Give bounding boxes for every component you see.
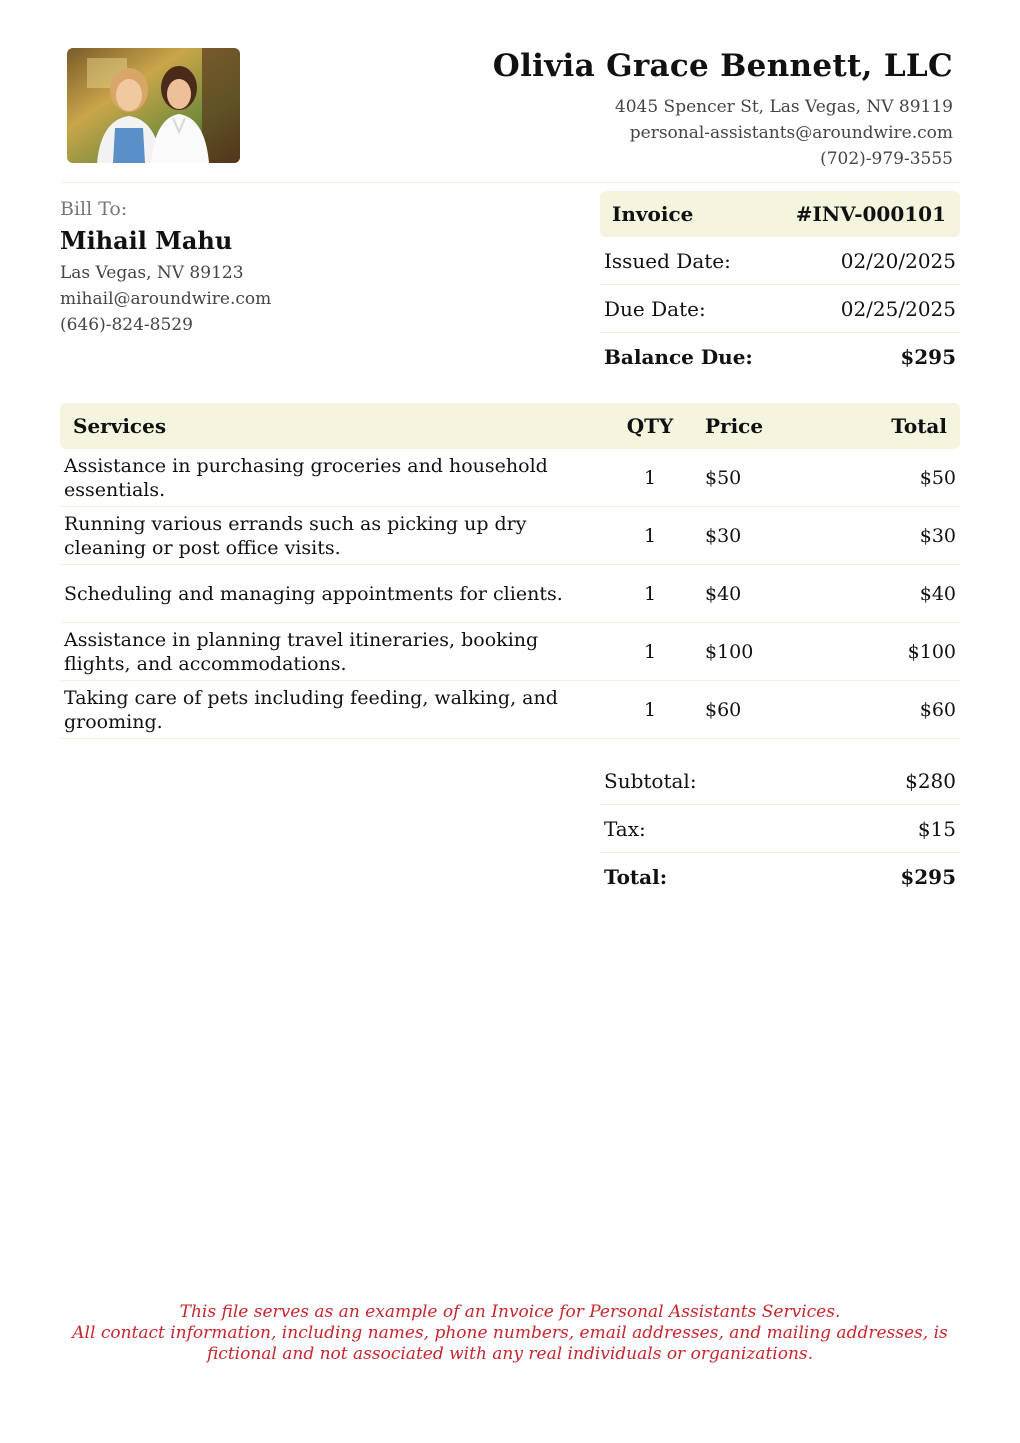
service-description: Running various errands such as picking up dry cleaning or post office visits. xyxy=(64,512,527,559)
service-price: $60 xyxy=(705,698,742,721)
due-date-value: 02/25/2025 xyxy=(840,296,956,321)
service-description: Assistance in planning travel itineraries, booking flights, and accommodations. xyxy=(64,628,539,675)
service-price: $40 xyxy=(705,582,742,605)
tax-label: Tax: xyxy=(604,816,646,841)
tax-row xyxy=(600,805,960,853)
services-table xyxy=(60,403,960,739)
balance-due-label: Balance Due: xyxy=(604,344,753,369)
disclaimer-line-3: fictional and not associated with any real individuals or organizations. xyxy=(206,1344,814,1364)
invoice-label: Invoice xyxy=(612,202,694,226)
total-value: $295 xyxy=(900,864,956,889)
table-row xyxy=(60,449,960,507)
service-description: Assistance in purchasing groceries and household essentials. xyxy=(64,454,548,501)
client-address: Las Vegas, NV 89123 xyxy=(60,263,244,283)
service-qty: 1 xyxy=(643,466,657,489)
company-name: Olivia Grace Bennett, LLC xyxy=(492,48,953,84)
header-price: Price xyxy=(705,414,764,438)
service-qty: 1 xyxy=(643,524,657,547)
total-label: Total: xyxy=(604,864,668,889)
disclaimer-line-2: All contact information, including names, phone numbers, email addresses, and mailing addresses, is xyxy=(72,1323,948,1343)
client-email: mihail@aroundwire.com xyxy=(60,289,272,309)
subtotal-value: $280 xyxy=(905,768,956,793)
service-price: $30 xyxy=(705,524,742,547)
service-total: $100 xyxy=(907,640,956,663)
client-name: Mihail Mahu xyxy=(60,226,233,255)
bill-to-section xyxy=(60,196,460,338)
header-services: Services xyxy=(73,414,167,438)
totals-section xyxy=(600,757,960,900)
invoice-page xyxy=(60,40,960,1400)
service-total: $50 xyxy=(919,466,956,489)
service-total: $30 xyxy=(919,524,956,547)
subtotal-row xyxy=(600,757,960,805)
invoice-number-header xyxy=(600,191,960,237)
due-date-row xyxy=(600,285,960,333)
client-phone: (646)-824-8529 xyxy=(60,315,193,335)
table-row xyxy=(60,565,960,623)
disclaimer-footer xyxy=(0,1302,1020,1365)
header-total: Total xyxy=(891,414,947,438)
company-phone: (702)-979-3555 xyxy=(820,149,953,169)
due-date-label: Due Date: xyxy=(604,296,706,321)
balance-due-row xyxy=(600,333,960,380)
header-qty: QTY xyxy=(626,414,674,438)
service-price: $100 xyxy=(705,640,754,663)
issued-date-label: Issued Date: xyxy=(604,248,731,273)
company-email: personal-assistants@aroundwire.com xyxy=(629,123,953,143)
issued-date-row xyxy=(600,237,960,285)
issued-date-value: 02/20/2025 xyxy=(840,248,956,273)
grand-total-row xyxy=(600,853,960,900)
invoice-meta xyxy=(600,191,960,380)
table-row xyxy=(60,507,960,565)
balance-due-value: $295 xyxy=(900,344,956,369)
service-description: Scheduling and managing appointments for clients. xyxy=(64,582,563,605)
tax-value: $15 xyxy=(917,816,956,841)
service-qty: 1 xyxy=(643,640,657,663)
service-qty: 1 xyxy=(643,698,657,721)
service-total: $60 xyxy=(919,698,956,721)
table-row xyxy=(60,681,960,739)
service-description: Taking care of pets including feeding, walking, and grooming. xyxy=(64,686,558,733)
service-qty: 1 xyxy=(643,582,657,605)
service-total: $40 xyxy=(919,582,956,605)
bill-to-label: Bill To: xyxy=(60,198,128,220)
table-row xyxy=(60,623,960,681)
company-info xyxy=(493,46,953,172)
services-table-header xyxy=(60,403,960,449)
invoice-header xyxy=(60,40,960,183)
invoice-number: #INV-000101 xyxy=(795,202,946,226)
subtotal-label: Subtotal: xyxy=(604,768,697,793)
company-logo-photo xyxy=(67,48,240,163)
company-address: 4045 Spencer St, Las Vegas, NV 89119 xyxy=(614,97,953,117)
service-price: $50 xyxy=(705,466,742,489)
disclaimer-line-1: This file serves as an example of an Invoice for Personal Assistants Services. xyxy=(179,1302,841,1322)
